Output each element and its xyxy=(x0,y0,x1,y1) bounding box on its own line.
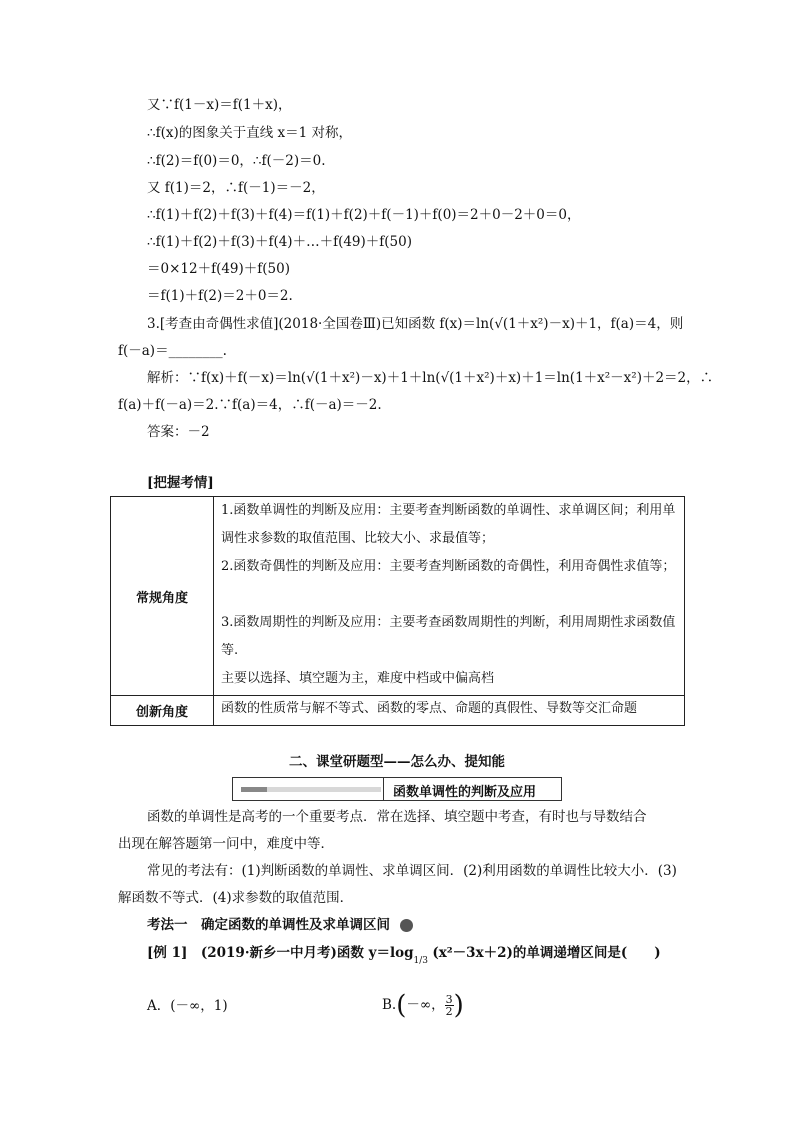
option-a: A．(－∞，1) xyxy=(147,998,228,1014)
regular-point-3: 3.函数周期性的判断及应用：主要考查函数周期性的判断，利用周期性求函数值等. xyxy=(221,615,676,658)
regular-point-1: 1.函数单调性的判断及应用：主要考查判断函数的单调性、求单调区间；利用单调性求参数的取值范围、比较大小、求最值等； xyxy=(221,503,676,546)
example-1 xyxy=(147,944,661,964)
regular-summary: 主要以选择、填空题为主，难度中档或中偏高档 xyxy=(221,671,495,686)
fraction: $\frac{3}{2}$ xyxy=(445,993,453,1018)
section-title: 二、课堂研题型——怎么办、提知能 xyxy=(289,754,505,770)
method-1-text: 考法一 确定函数的单调性及求单调区间 xyxy=(147,917,390,933)
topic-bar-decoration xyxy=(241,787,381,792)
option-b-inner: －∞， xyxy=(406,997,445,1013)
solution-line: ∴f(1)＋f(2)＋f(3)＋f(4)＋…＋f(49)＋f(50) xyxy=(147,234,412,250)
paragraph-2: 常见的考法有：(1)判断函数的单调性、求单调区间．(2)利用函数的单调性比较大小．(3) xyxy=(147,863,677,879)
analysis-text-cont: f(a)＋f(－a)＝2.∵f(a)＝4，∴f(－a)＝－2. xyxy=(118,397,382,413)
solution-line: ∴f(2)＝f(0)＝0，∴f(－2)＝0. xyxy=(147,153,326,169)
paragraph-2-cont: 解函数不等式．(4)求参数的取值范围． xyxy=(118,890,354,906)
solution-line: ＝f(1)＋f(2)＝2＋0＝2. xyxy=(147,288,293,304)
topic-bar xyxy=(232,777,562,801)
grasp-title: [把握考情] xyxy=(147,475,214,491)
problem-3-blank: f(－a)＝________. xyxy=(118,343,227,359)
log-base: 1/3 xyxy=(413,956,429,966)
problem-3-statement: 3.[考查由奇偶性求值](2018·全国卷Ⅲ)已知函数 f(x)＝ln(√(1＋x²)－x)＋1，f(a)＝4，则 xyxy=(147,316,684,332)
example-1-suffix: (x²－3x＋2)的单调递增区间是( ) xyxy=(432,945,661,961)
answer: 答案：－2 xyxy=(147,424,210,440)
table-row-regular xyxy=(111,497,684,696)
example-1-prefix: [例 1] (2019·新乡一中月考)函数 y＝log xyxy=(147,945,414,961)
exam-analysis-table xyxy=(110,496,685,726)
solution-line: 又∵f(1－x)＝f(1＋x)， xyxy=(147,97,292,113)
label-innovative-angle: 创新角度 xyxy=(135,705,188,720)
label-regular-angle: 常规角度 xyxy=(135,591,188,606)
solution-line: ＝0×12＋f(49)＋f(50) xyxy=(147,261,290,277)
paragraph-1: 函数的单调性是高考的一个重要考点．常在选择、填空题中考查，有时也与导数结合 xyxy=(147,809,647,825)
circle-icon xyxy=(400,919,413,932)
solution-line: 又 f(1)＝2，∴f(－1)＝－2， xyxy=(147,180,325,196)
regular-point-2: 2.函数奇偶性的判断及应用：主要考查判断函数的奇偶性，利用奇偶性求值等； xyxy=(221,559,676,574)
method-1-heading xyxy=(147,916,413,934)
table-row-innovative xyxy=(111,695,684,725)
innovative-text: 函数的性质常与解不等式、函数的零点、命题的真假性、导数等交汇命题 xyxy=(221,701,638,716)
solution-line: ∴f(x)的图象关于直线 x＝1 对称， xyxy=(147,125,353,141)
solution-line: ∴f(1)＋f(2)＋f(3)＋f(4)＝f(1)＋f(2)＋f(－1)＋f(0)＝2＋0－2＋0＝0， xyxy=(147,207,581,223)
option-b: B.(－∞， $\frac{3}{2}$ ) xyxy=(382,990,464,1021)
topic-bar-title: 函数单调性的判断及应用 xyxy=(393,785,537,800)
option-b-label: B. xyxy=(382,997,397,1013)
paragraph-1-cont: 出现在解答题第一问中，难度中等． xyxy=(118,836,334,852)
analysis-text: 解析：∵f(x)＋f(－x)＝ln(√(1＋x²)－x)＋1＋ln(√(1＋x²)＋x)＋1＝ln(1＋x²－x²)＋2＝2，∴ xyxy=(147,370,714,386)
